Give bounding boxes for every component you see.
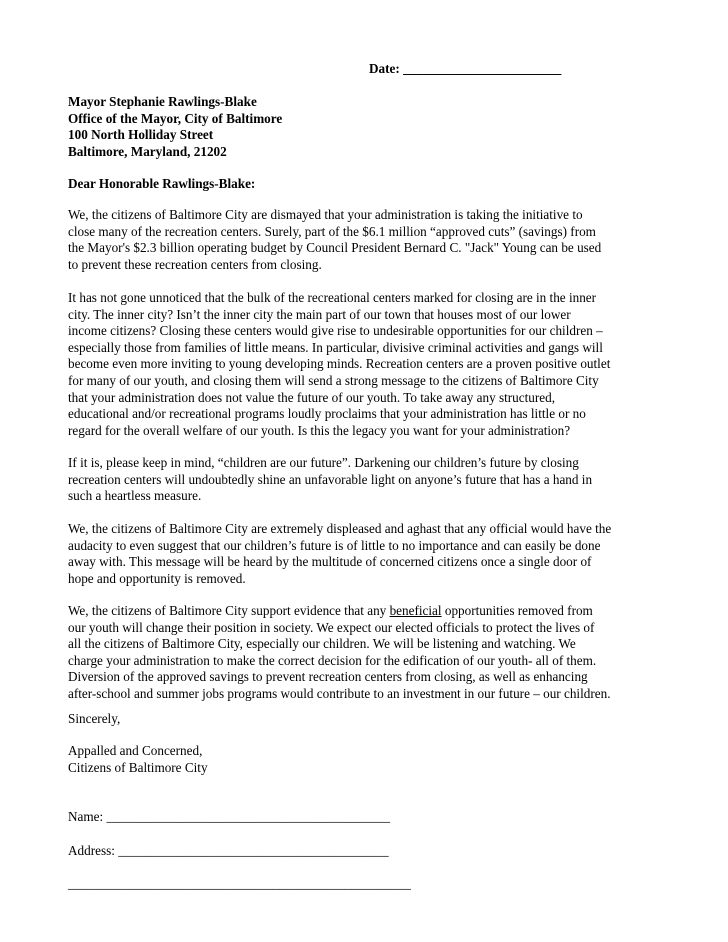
paragraph-2-line: city. The inner city? Isn’t the inner city the main part of our town that houses most of our lower — [68, 306, 571, 322]
recipient-office: Office of the Mayor, City of Baltimore — [68, 110, 283, 126]
paragraph-4-line: away with. This message will be heard by the multitude of concerned citizens once a single door of — [68, 554, 592, 570]
paragraph-4 — [68, 521, 668, 587]
name-field[interactable] — [68, 809, 390, 825]
paragraph-5-text: opportunities removed from — [441, 603, 593, 618]
name-blank[interactable]: ___________________________________________ — [106, 809, 390, 824]
paragraph-2-line: income citizens? Closing these centers would give rise to undesirable opportunities for our children – — [68, 323, 603, 339]
paragraph-5-line: after-school and summer jobs programs would contribute to an investment in our future – our children. — [68, 685, 611, 701]
paragraph-3-line: such a heartless measure. — [68, 488, 202, 504]
paragraph-5 — [68, 603, 668, 703]
signature-line-2: Citizens of Baltimore City — [68, 759, 208, 775]
extra-address-line[interactable]: ____________________________________________________ — [68, 876, 411, 891]
signature-block — [68, 743, 208, 776]
paragraph-5-line — [68, 603, 668, 620]
date-blank: ________________________ — [403, 61, 562, 76]
paragraph-3-line: recreation centers will undoubtedly shine an unfavorable light on anyone’s future that has a hand in — [68, 471, 593, 487]
signature-line-1: Appalled and Concerned, — [68, 743, 203, 758]
paragraph-1 — [68, 207, 668, 273]
paragraph-2-line: become even more inviting to young developing minds. Recreation centers are a proven positive outlet — [68, 356, 611, 372]
paragraph-5-line: charge your administration to make the correct decision for the edification of our youth- all of them. — [68, 652, 597, 668]
paragraph-5-text: We, the citizens of Baltimore City support evidence that any — [68, 603, 390, 618]
paragraph-1-line: the Mayor's $2.3 billion operating budget by Council President Bernard C. "Jack" Young can be used — [68, 240, 602, 256]
paragraph-4-line: We, the citizens of Baltimore City are extremely displeased and aghast that any official would have the — [68, 521, 612, 536]
underlined-word: beneficial — [389, 603, 442, 618]
paragraph-2-line: especially those from families of little means. In particular, divisive criminal activities and gangs will — [68, 339, 603, 355]
paragraph-2-line: regard for the overall welfare of our youth. Is this the legacy you want for your administration? — [68, 422, 571, 438]
paragraph-2-line: It has not gone unnoticed that the bulk of the recreational centers marked for closing are in the inner — [68, 290, 597, 305]
recipient-name: Mayor Stephanie Rawlings-Blake — [68, 94, 257, 109]
paragraph-2-line: educational and/or recreational programs loudly proclaims that your administration has little or no — [68, 406, 586, 422]
paragraph-1-line: to prevent these recreation centers from closing. — [68, 256, 322, 272]
paragraph-2-line: that your administration does not value the future of our youth. To take away any structured, — [68, 389, 556, 405]
recipient-city: Baltimore, Maryland, 21202 — [68, 143, 227, 159]
paragraph-2 — [68, 290, 668, 439]
recipient-address — [68, 94, 282, 160]
date-line — [369, 61, 561, 77]
paragraph-3-line: If it is, please keep in mind, “children are our future”. Darkening our children’s future by closing — [68, 455, 579, 470]
paragraph-5-line: our youth will change their position in society. We expect our elected officials to protect the lives of — [68, 619, 595, 635]
sincerely: Sincerely, — [68, 711, 121, 726]
address-blank[interactable]: _________________________________________ — [118, 843, 389, 858]
paragraph-5-line: Diversion of the approved savings to prevent recreation centers from closing, as well as enhancing — [68, 669, 588, 685]
paragraph-5-line: all the citizens of Baltimore City, especially our children. We will be listening and watching. We — [68, 636, 576, 652]
address-field[interactable] — [68, 843, 389, 859]
paragraph-1-line: We, the citizens of Baltimore City are dismayed that your administration is taking the initiative to — [68, 207, 583, 222]
recipient-street: 100 North Holliday Street — [68, 127, 214, 143]
address-label: Address: — [68, 843, 115, 858]
salutation: Dear Honorable Rawlings-Blake: — [68, 176, 256, 191]
paragraph-3 — [68, 455, 668, 505]
paragraph-1-line: close many of the recreation centers. Surely, part of the $6.1 million “approved cuts” (savings) from — [68, 223, 596, 239]
date-label: Date: — [369, 61, 400, 76]
paragraph-4-line: hope and opportunity is removed. — [68, 570, 246, 586]
paragraph-2-line: for many of our youth, and closing them will send a strong message to the citizens of Baltimore City — [68, 372, 599, 388]
paragraph-4-line: audacity to even suggest that our children’s future is of little to no importance and can easily be done — [68, 537, 601, 553]
name-label: Name: — [68, 809, 104, 824]
